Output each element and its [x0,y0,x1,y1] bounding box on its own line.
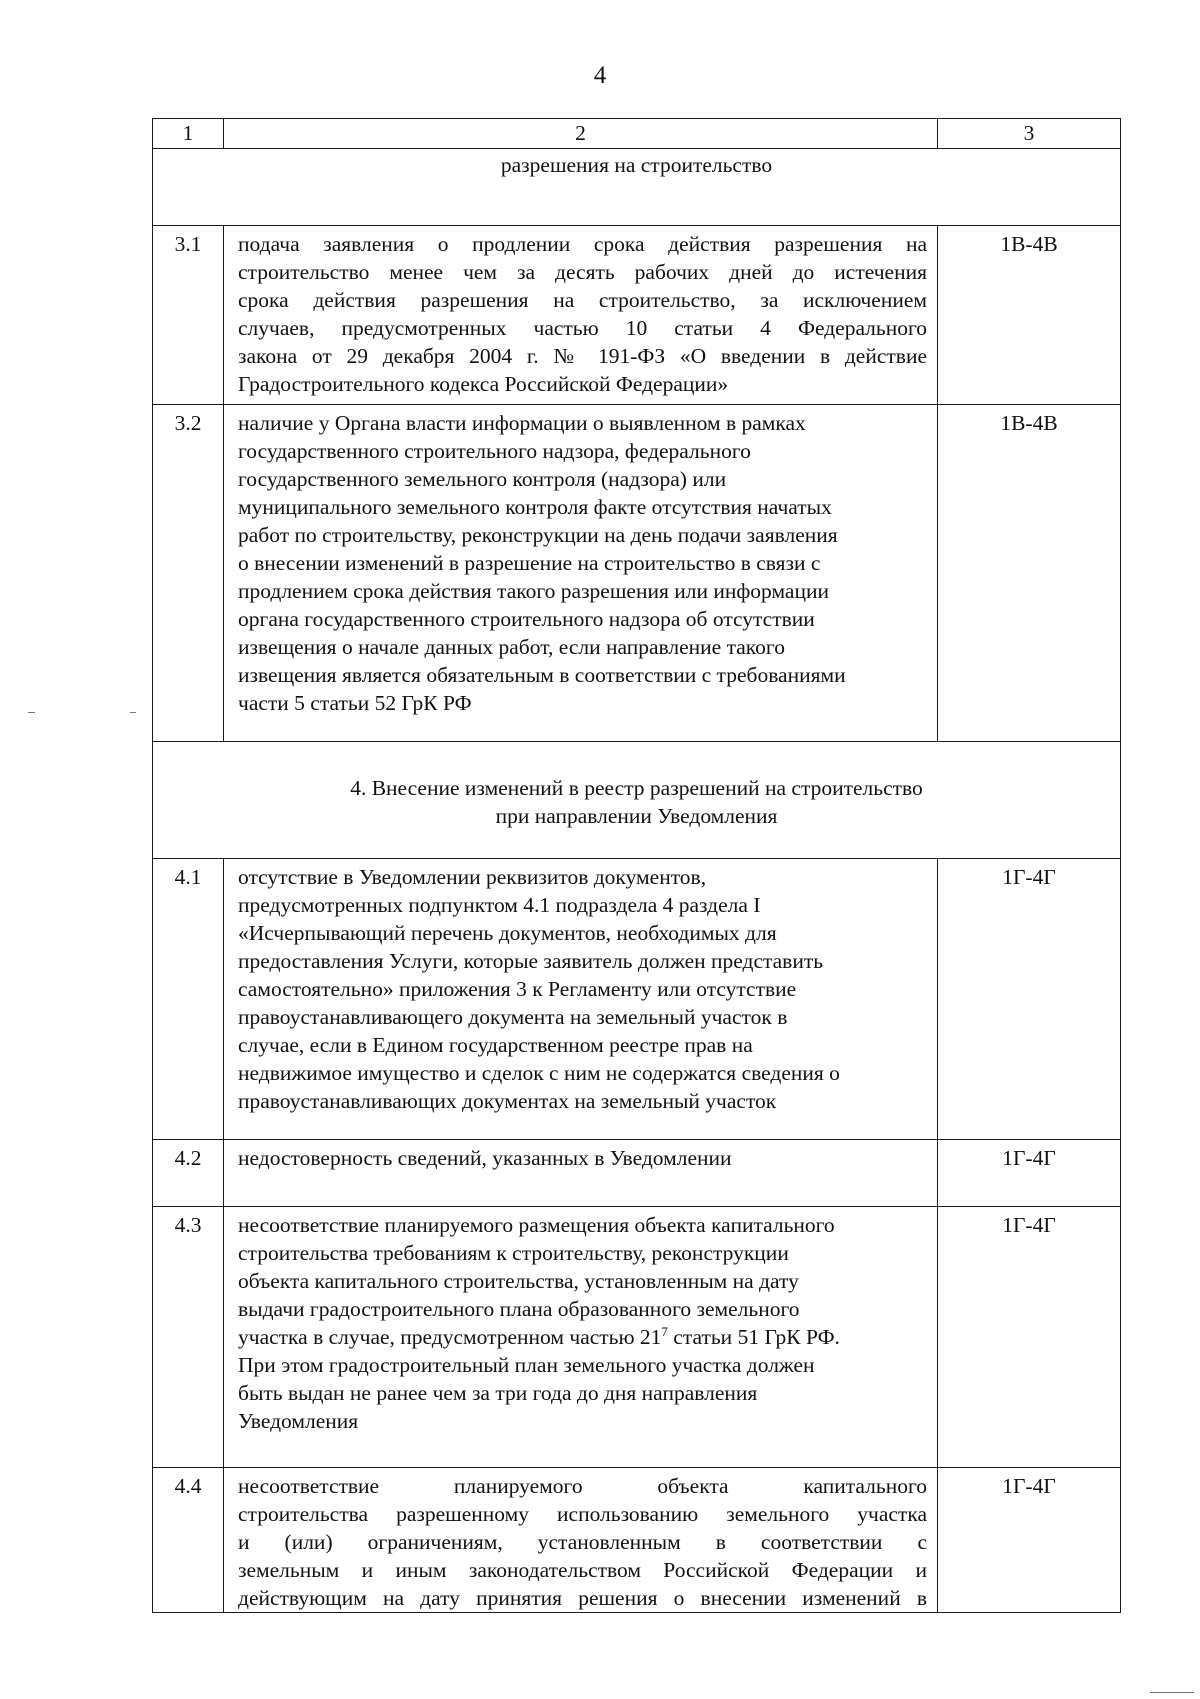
row-number: 3.1 [153,226,224,405]
requirements-table [152,118,1121,1613]
row-text-line: действующим на дату принятия решения о внесении изменений в [238,1586,927,1610]
row-text-line: закона от 29 декабря 2004 г. № 191-ФЗ «О введении в действие [238,344,927,368]
row-text-line: быть выдан не ранее чем за три года до дня направления [238,1381,758,1405]
row-code: 1Г-4Г [938,1468,1121,1613]
row-text-line: о внесении изменений в разрешение на строительство в связи с [238,551,821,575]
row-text-line: объекта капитального строительства, установленным на дату [238,1269,799,1293]
row-code: 1Г-4Г [938,859,1121,1140]
row-text-line: государственного земельного контроля (надзора) или [238,467,727,491]
row-text-line: извещения о начале данных работ, если направление такого [238,635,785,659]
table-row [153,1468,1121,1613]
header-col-3: 3 [938,119,1121,149]
superscript: 7 [661,1323,668,1339]
row-number: 4.4 [153,1468,224,1613]
row-number: 4.2 [153,1140,224,1207]
row-code: 1В-4В [938,405,1121,742]
row-text-line: строительства разрешенному использованию земельного участка [238,1502,927,1526]
row-text-line: «Исчерпывающий перечень документов, необходимых для [238,921,777,945]
row-text-line: предусмотренных подпунктом 4.1 подраздела 4 раздела I [238,893,761,917]
row-code: 1Г-4Г [938,1207,1121,1468]
row-text-line: Уведомления [238,1409,359,1433]
row-text-line: подача заявления о продлении срока действия разрешения на [238,232,927,256]
table-row [153,1140,1121,1207]
section-3-tail-row [153,149,1121,226]
row-text-line: правоустанавливающих документах на земельный участок [238,1089,777,1113]
row-text-line: строительства требованиям к строительству, реконструкции [238,1241,789,1265]
row-text-line: недостоверность сведений, указанных в Уведомлении [238,1146,732,1170]
row-text-line: работ по строительству, реконструкции на день подачи заявления [238,523,838,547]
table-row [153,226,1121,405]
table-row [153,405,1121,742]
section-4-heading-row [153,742,1121,859]
row-code: 1Г-4Г [938,1140,1121,1207]
row-description [224,405,938,742]
row-text-line: органа государственного строительного надзора об отсутствии [238,607,815,631]
row-number: 4.3 [153,1207,224,1468]
row-text-line-with-superscript [238,1323,927,1351]
row-text-line: муниципального земельного контроля факте отсутствия начатых [238,495,832,519]
row-text-line: случае, если в Едином государственном реестре прав на [238,1033,753,1057]
row-description [224,226,938,405]
row-text-line: строительство менее чем за десять рабочих дней до истечения [238,260,927,284]
page-number: 4 [593,62,607,89]
row-text-line: отсутствие в Уведомлении реквизитов документов, [238,865,707,889]
row-text-line: несоответствие планируемого размещения объекта капитального [238,1213,835,1237]
row-text-line: правоустанавливающего документа на земельный участок в [238,1005,788,1029]
row-description [224,859,938,1140]
row-text-line: части 5 статьи 52 ГрК РФ [238,691,472,715]
row-number: 3.2 [153,405,224,742]
table-row [153,1207,1121,1468]
row-text-line: срока действия разрешения на строительство, за исключением [238,288,927,312]
text-fragment: участка в случае, предусмотренном частью 21 [238,1325,662,1349]
header-col-1: 1 [153,119,224,149]
row-text-line: предоставления Услуги, которые заявитель должен представить [238,949,824,973]
row-description [224,1468,938,1613]
row-text-line: Градостроительного кодекса Российской Федерации» [238,372,729,396]
header-col-2: 2 [224,119,938,149]
row-text-line: государственного строительного надзора, федерального [238,439,751,463]
scan-artifact [1150,1692,1194,1693]
row-text-line: При этом градостроительный план земельного участка должен [238,1353,815,1377]
row-text-line: выдачи градостроительного плана образованного земельного [238,1297,800,1321]
section-4-title-line-2: при направлении Уведомления [495,804,778,828]
section-3-tail-title: разрешения на строительство [500,153,773,177]
row-description [224,1207,938,1468]
row-text-line: и (или) ограничениям, установленным в соответствии с [238,1530,927,1554]
row-text-line: извещения является обязательным в соответствии с требованиями [238,663,846,687]
row-text-line: самостоятельно» приложения 3 к Регламенту или отсутствие [238,977,797,1001]
row-number: 4.1 [153,859,224,1140]
row-description [224,1140,938,1207]
row-text-line: недвижимое имущество и сделок с ним не содержатся сведения о [238,1061,840,1085]
row-text-line: продлением срока действия такого разрешения или информации [238,579,829,603]
text-fragment: статьи 51 ГрК РФ. [667,1325,840,1349]
table-header-row [153,119,1121,149]
row-text-line: наличие у Органа власти информации о выявленном в рамках [238,411,806,435]
row-text-line: случаев, предусмотренных частью 10 статьи 4 Федерального [238,316,927,340]
row-code: 1В-4В [938,226,1121,405]
row-text-line: несоответствие планируемого объекта капитального [238,1474,927,1498]
row-text-line: земельным и иным законодательством Российской Федерации и [238,1558,927,1582]
section-4-title-line-1: 4. Внесение изменений в реестр разрешений на строительство [350,776,923,800]
scan-artifact [28,712,35,713]
scan-artifact [130,712,136,713]
table-row [153,859,1121,1140]
